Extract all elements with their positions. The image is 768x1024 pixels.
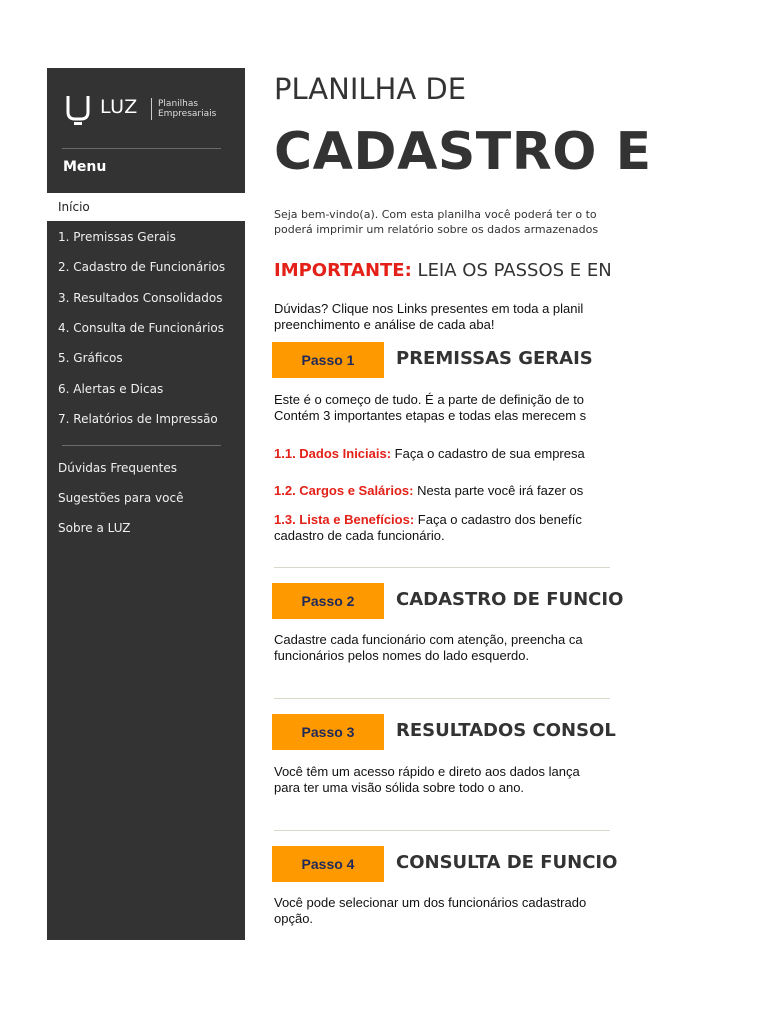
step-1-sub-2-label[interactable]: 1.2. Cargos e Salários: [274,483,414,498]
intro-text [274,207,598,237]
logo-name: LUZ [100,96,138,118]
sidebar-item-cadastro-funcionarios[interactable]: 2. Cadastro de Funcionários [58,260,226,274]
step-4-text-line1: Você pode selecionar um dos funcionários cadastrado [274,895,587,910]
important-label: IMPORTANTE: [274,260,412,281]
step-4-title: CONSULTA DE FUNCIO [396,852,618,873]
logo-subtitle [158,99,216,119]
step-1-text [274,392,586,424]
step-2-text [274,632,583,664]
sidebar-item-graficos[interactable]: 5. Gráficos [58,351,123,365]
sidebar-item-consulta-funcionarios[interactable]: 4. Consulta de Funcionários [58,321,225,335]
important-text: LEIA OS PASSOS E EN [411,260,612,281]
step-2-badge[interactable]: Passo 2 [272,583,384,619]
doubts-line2: preenchimento e análise de cada aba! [274,317,495,332]
step-2-text-line2: funcionários pelos nomes do lado esquerdo. [274,648,530,663]
step-1-badge[interactable]: Passo 1 [272,342,384,378]
sidebar-item-relatorios-impressao[interactable]: 7. Relatórios de Impressão [58,412,218,426]
step-1-text-line2: Contém 3 importantes etapas e todas elas merecem s [274,408,587,423]
logo-subtitle-line1: Planilhas [158,99,199,109]
step-3-text-line1: Você têm um acesso rápido e direto aos dados lança [274,764,580,779]
step-1-sub-1-label[interactable]: 1.1. Dados Iniciais: [274,446,392,461]
divider [62,445,221,446]
divider [62,148,221,149]
important-heading [274,260,612,281]
step-1-sub-1 [274,446,585,462]
step-3-text-line2: para ter uma visão sólida sobre todo o ano. [274,780,525,795]
step-3-text [274,764,580,796]
sidebar-item-resultados-consolidados[interactable]: 3. Resultados Consolidados [58,291,223,305]
logo-subtitle-line2: Empresariais [158,109,217,119]
sidebar-item-sugestoes[interactable]: Sugestões para você [58,491,184,505]
step-4-text [274,895,586,927]
menu-title: Menu [63,159,107,175]
step-3-badge[interactable]: Passo 3 [272,714,384,750]
step-1-title: PREMISSAS GERAIS [396,348,593,369]
step-1-sub-3-text: Faça o cadastro dos benefíc [414,512,582,527]
divider [274,567,610,568]
step-1-sub-3-text-line2: cadastro de cada funcionário. [274,528,445,543]
doubts-line1: Dúvidas? Clique nos Links presentes em toda a planil [274,301,584,316]
step-3-title: RESULTADOS CONSOL [396,720,616,741]
intro-line1: Seja bem-vindo(a). Com esta planilha você poderá ter o to [274,208,597,221]
step-1-sub-2-text: Nesta parte você irá fazer os [413,483,584,498]
step-2-text-line1: Cadastre cada funcionário com atenção, preencha ca [274,632,583,647]
step-1-text-line1: Este é o começo de tudo. É a parte de definição de to [274,392,585,407]
sidebar-item-duvidas-frequentes[interactable]: Dúvidas Frequentes [58,461,177,475]
sidebar-item-alertas-dicas[interactable]: 6. Alertas e Dicas [58,382,164,396]
sidebar [47,68,245,940]
doubts-text [274,301,583,333]
step-2-title: CADASTRO DE FUNCIO [396,589,624,610]
divider [274,698,610,699]
lightbulb-icon [64,92,92,130]
step-1-sub-3-label[interactable]: 1.3. Lista e Benefícios: [274,512,415,527]
step-1-sub-1-text: Faça o cadastro de sua empresa [391,446,585,461]
page-title-line2: CADASTRO E [274,122,652,182]
step-1-sub-3 [274,512,582,544]
intro-line2: poderá imprimir um relatório sobre os dados armazenados [274,223,599,236]
luz-logo[interactable] [64,92,224,128]
sidebar-item-inicio[interactable]: Início [47,193,245,221]
step-1-sub-2 [274,483,583,499]
main-content [274,0,652,1024]
step-4-text-line2: opção. [274,911,314,926]
page-title-line1: PLANILHA DE [274,72,467,106]
logo-divider [151,98,152,120]
sidebar-item-premissas-gerais[interactable]: 1. Premissas Gerais [58,230,176,244]
step-4-badge[interactable]: Passo 4 [272,846,384,882]
sidebar-item-sobre-luz[interactable]: Sobre a LUZ [58,521,131,535]
divider [274,830,610,831]
